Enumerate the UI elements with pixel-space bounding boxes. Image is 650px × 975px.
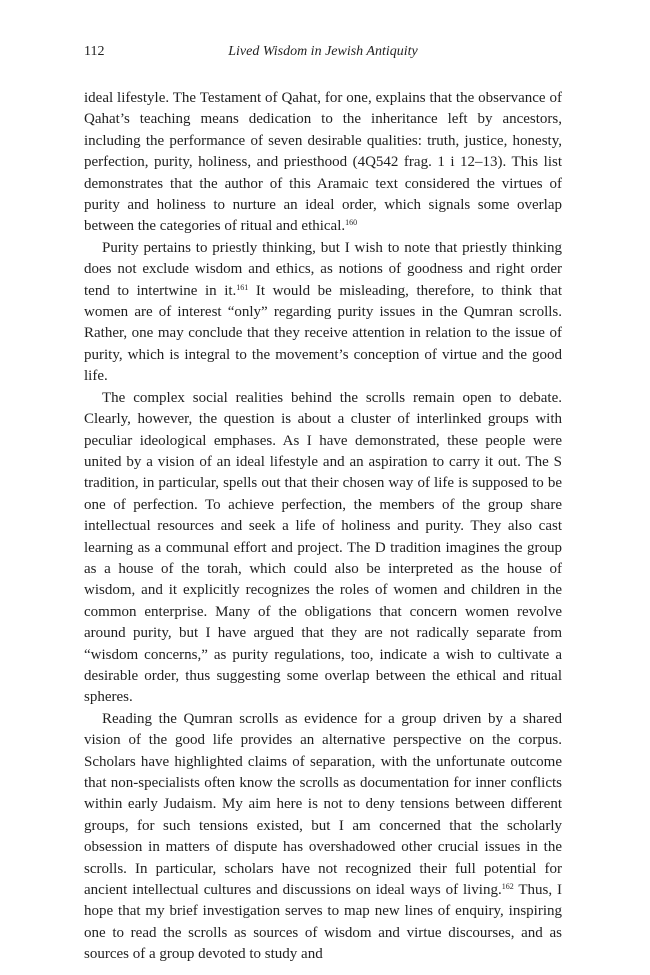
paragraph-1 [84,88,562,238]
footnote-ref-161[interactable]: 161 [236,282,249,292]
footnote-ref-160[interactable]: 160 [345,218,358,228]
paragraph-2 [84,238,562,388]
page-number: 112 [84,44,105,59]
paragraph-text: Purity pertains to priestly thinking, but I wish to note that priestly thinking does not exclude wisdom and ethics, as notions of goodness and right order tend to intertwine in it. [84,239,562,299]
footnote-ref-162[interactable]: 162 [501,882,514,892]
paragraph-4 [84,709,562,966]
paragraph-text: Thus, I hope that my brief investigation serves to map new lines of enquiry, inspiring one to read the scrolls as sources of wisdom and virtue discourses, and as sources of a group devoted to study and [84,882,563,963]
paragraph-text: ideal lifestyle. The Testament of Qahat, for one, explains that the observance of Qahat’s teaching means dedication to the inheritance left by ancestors, including the performance of seven desirable qualities: truth, justice, honesty, perfection, purity, holiness, and priesthood (4Q542 frag. 1 i 12–13). This list demonstrates that the author of this Aramaic text considered the virtues of purity and holiness to nurture an ideal order, which signals some overlap between the categories of ritual and ethical. [84,90,562,235]
paragraph-text: It would be misleading, therefore, to think that women are of interest “only” regarding purity issues in the Qumran scrolls. Rather, one may conclude that they receive attention in relation to the issue of purity, which is integral to the movement’s conception of virtue and the good life. [84,282,563,385]
paragraph-text: Reading the Qumran scrolls as evidence for a group driven by a shared vision of the good life provides an alternative perspective on the corpus. Scholars have highlighted claims of separation, with the unfortunate outcome that non-specialists often know the scrolls as documentation for inner conflicts within early Judaism. My aim here is not to deny tensions between different groups, for such tensions existed, but I am concerned that the scholarly obsession in matters of dispute has overshadowed other crucial issues in the scrolls. In particular, scholars have not recognized their full potential for ancient intellectual cultures and discussions on ideal ways of living. [84,710,562,899]
paragraph-text: The complex social realities behind the scrolls remain open to debate. Clearly, however, the question is about a cluster of interlinked groups with peculiar ideological emphases. As I have demonstrated, these people were united by a vision of an ideal lifestyle and an aspiration to carry it out. The S tradition, in particular, spells out that their chosen way of life is supposed to be one of perfection. To achieve perfection, the members of the group share intellectual resources and seek a life of holiness and purity. They also cast learning as a communal effort and project. The D tradition imagines the group as a house of the torah, which could also be interpreted as the house of wisdom, and it explicitly recognizes the roles of women and children in the common enterprise. Many of the obligations that concern women revolve around purity, but I have argued that they are not radically separate from “wisdom concerns,” as purity regulations, too, indicate a wish to cultivate a desirable order, thus suggesting some overlap between the ethical and ritual spheres. [84,389,562,706]
paragraph-3 [84,388,562,709]
body-text [84,88,562,966]
running-head [84,44,562,66]
running-title: Lived Wisdom in Jewish Antiquity [228,44,418,59]
